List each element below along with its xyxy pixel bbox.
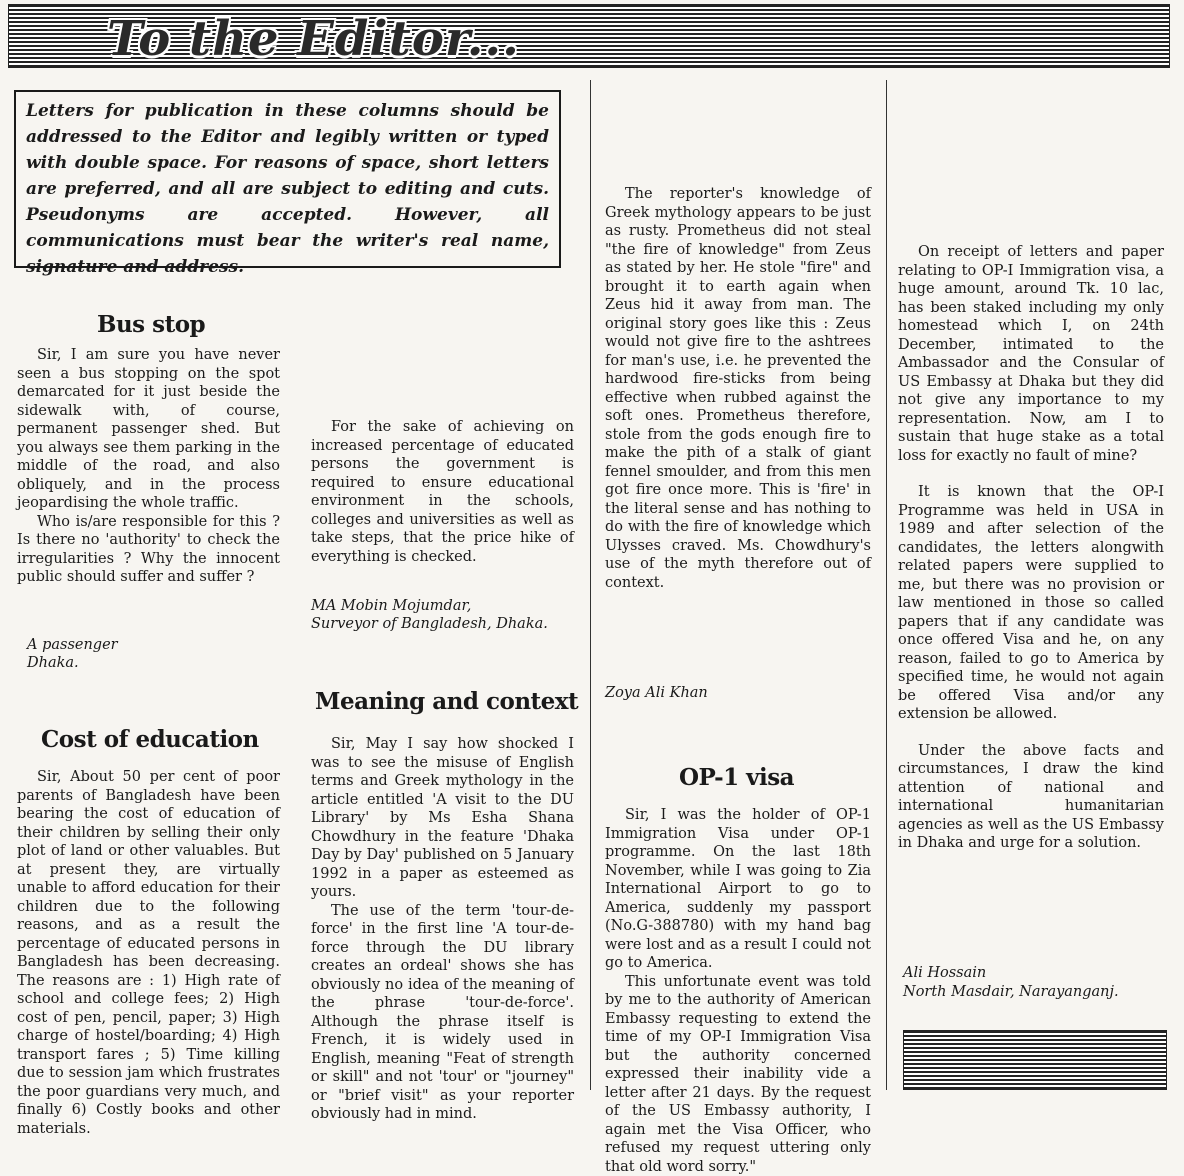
signature-place: Surveyor of Bangladesh, Dhaka. bbox=[311, 615, 548, 634]
letter-body-op1-visa-col4 bbox=[898, 243, 1164, 853]
signature-name: Zoya Ali Khan bbox=[605, 684, 708, 703]
signature-name: MA Mobin Mojumdar, bbox=[311, 597, 471, 616]
paragraph: Sir, May I say how shocked I was to see the misuse of English terms and Greek mythology in the article entitled 'A visit to the DU Library' by Ms Esha Shana Chowdhury in the feature 'Dhaka Day by Day' published on 5 January 1992 in a paper as esteemed as yours. bbox=[311, 735, 574, 902]
signature-name: A passenger bbox=[27, 636, 118, 655]
signature-place: North Masdair, Narayanganj. bbox=[903, 983, 1119, 1002]
paragraph: The use of the term 'tour-de-force' in the first line 'A tour-de-force through the DU library creates an ordeal' shows she has obviously no idea of the meaning of the phrase 'tour-de-force'. Although the phrase itself is French, it is widely used in English, meaning "Feat of strength or skill" and not 'tour' or "journey" or "brief visit" as your reporter obviously had in mind. bbox=[311, 902, 574, 1124]
paragraph: Sir, I was the holder of OP-1 Immigration Visa under OP-1 programme. On the last 18th November, while I was going to Zia International Airport to go to America, suddenly my passport (No.G-388780) with my hand bag were lost and as a result I could not go to America. bbox=[605, 806, 871, 973]
paragraph: For the sake of achieving on increased percentage of educated persons the government is required to ensure educational environment in the schools, colleges and universities as well as take steps, that the price hike of everything is checked. bbox=[311, 418, 574, 566]
paragraph: This unfortunate event was told by me to the authority of American Embassy requesting to extend the time of my OP-I Immigration Visa but the authority concerned expressed their inability vide a letter after 21 days. By the request of the US Embassy authority, I again met the Visa Officer, who refused my request uttering only that old word sorry." bbox=[605, 973, 871, 1176]
page-title: To the Editor... bbox=[107, 11, 520, 67]
letter-body-bus-stop bbox=[17, 346, 280, 587]
column-divider bbox=[590, 80, 591, 1090]
letter-body-cost-of-education bbox=[17, 768, 280, 1088]
paragraph: Sir, I am sure you have never seen a bus stopping on the spot demarcated for it just beside the sidewalk with, of course, permanent passenger shed. But you always see them parking in the middle of the road, and also obliquely, and in the process jeopardising the whole traffic. bbox=[17, 346, 280, 513]
letter-body-meaning-and-context bbox=[311, 735, 574, 1090]
letter-heading-cost-of-education: Cost of education bbox=[41, 726, 259, 753]
letter-heading-bus-stop: Bus stop bbox=[97, 311, 205, 338]
paragraph: Who is/are responsible for this ? Is there no 'authority' to check the irregularities ? Why the innocent public should suffer and suffer ? bbox=[17, 513, 280, 587]
letter-body-op1-visa bbox=[605, 806, 871, 1091]
signature-name: Ali Hossain bbox=[903, 964, 986, 983]
letter-heading-op1-visa: OP-1 visa bbox=[679, 764, 794, 791]
editorial-notice: Letters for publication in these columns should be addressed to the Editor and legibly written or typed with double space. For reasons of space, short letters are preferred, and all are subject to editing and cuts. Pseudonyms are accepted. However, all communications must bear the writer's real name, signature and address. bbox=[14, 90, 561, 268]
masthead-banner bbox=[8, 4, 1170, 68]
column-divider bbox=[886, 80, 887, 1090]
paragraph: Under the above facts and circumstances, I draw the kind attention of national and international humanitarian agencies as well as the US Embassy in Dhaka and urge for a solution. bbox=[898, 742, 1164, 853]
decorative-footer-block bbox=[903, 1030, 1167, 1090]
paragraph: On receipt of letters and paper relating to OP-I Immigration visa, a huge amount, around Tk. 10 lac, has been staked including my only homestead which I, on 24th December, intimated to the Ambassador and the Consular of US Embassy at Dhaka but they did not give any importance to my representation. Now, am I to sustain that huge stake as a total loss for exactly no fault of mine? bbox=[898, 243, 1164, 465]
letter-body-meaning-and-context-col3 bbox=[605, 185, 871, 675]
letter-heading-meaning-and-context: Meaning and context bbox=[315, 688, 578, 715]
paragraph: Sir, About 50 per cent of poor parents of Bangladesh have been bearing the cost of education of their children by selling their only plot of land or other valuables. But at present they, are virtually unable to afford education for their children due to the following reasons, and as a result the percentage of educated persons in Bangladesh has been decreasing. The reasons are : 1) High rate of school and college fees; 2) High cost of pen, pencil, paper; 3) High charge of hostel/boarding; 4) High transport fares ; 5) Time killing due to session jam which frustrates the poor guardians very much, and finally 6) Costly books and other materials. bbox=[17, 768, 280, 1138]
paragraph: It is known that the OP-I Programme was held in USA in 1989 and after selection of the candidates, the letters alongwith related papers were supplied to me, but there was no provision or law mentioned in those so called papers that if any candidate was once offered Visa and he, on any reason, failed to go to America by specified time, he would not again be offered Visa and/or any extension be allowed. bbox=[898, 483, 1164, 724]
signature-place: Dhaka. bbox=[27, 654, 79, 673]
letter-body-cost-of-education-col2 bbox=[311, 418, 574, 566]
paragraph: The reporter's knowledge of Greek mythology appears to be just as rusty. Prometheus did not steal "the fire of knowledge" from Zeus as stated by her. He stole "fire" and brought it to earth again when Zeus hid it away from man. The original story goes like this : Zeus would not give fire to the ashtrees for man's use, i.e. he prevented the hardwood fire-sticks from being effective when rubbed against the soft ones. Prometheus therefore, stole from the gods enough fire to make the pith of a stalk of giant fennel smoulder, and from this men got fire once more. This is 'fire' in the literal sense and has nothing to do with the fire of knowledge which Ulysses craved. Ms. Chowdhury's use of the myth therefore out of context. bbox=[605, 185, 871, 592]
